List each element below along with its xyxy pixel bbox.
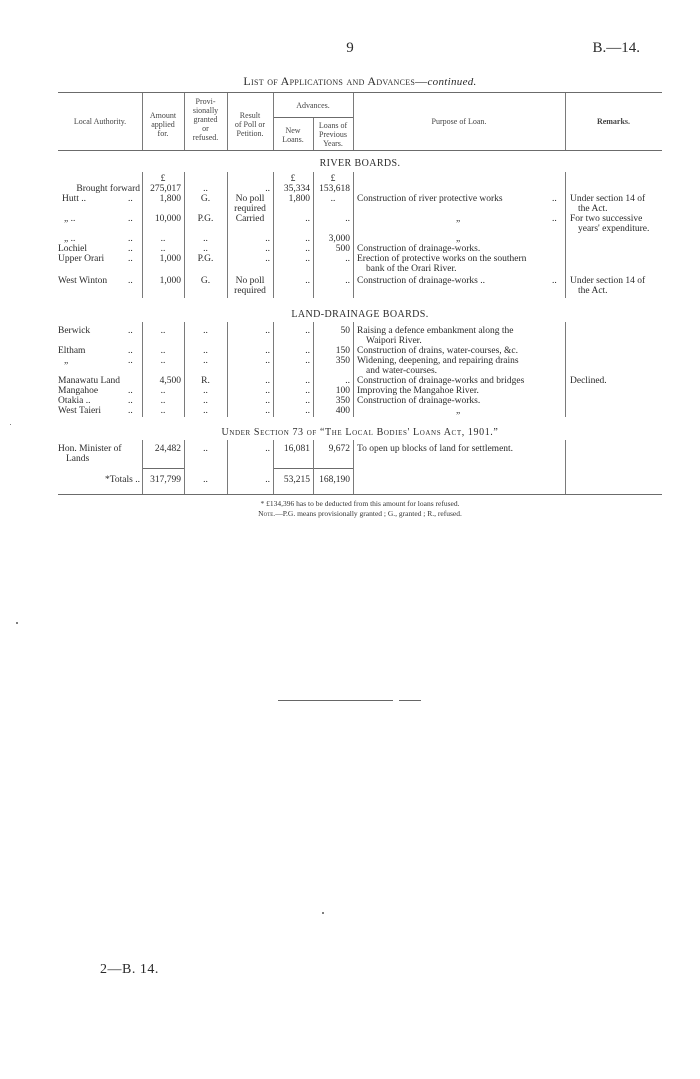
speck — [16, 622, 18, 624]
paper-reference: B.—14. — [592, 40, 640, 56]
table-title — [58, 74, 662, 89]
col-provisional: Provi- sionally granted or refused. — [192, 97, 219, 142]
note-text: —P.G. means provisionally granted ; G., granted ; R., refused. — [275, 509, 462, 518]
currency-new: £ — [290, 174, 296, 184]
col-advances: Advances. — [296, 101, 330, 110]
col-result: Result of Poll or Petition. — [234, 111, 266, 138]
title-continued: continued. — [427, 76, 477, 88]
title-main: List of Applications and Advances— — [243, 74, 428, 88]
section-land-drainage-boards: LAND-DRAINAGE BOARDS. — [291, 309, 429, 320]
col-previous-loans: Loans of Previous Years. — [318, 121, 348, 148]
totals-rule-amount — [142, 468, 184, 469]
col-local-authority: Local Authority. — [73, 117, 127, 126]
decorative-rule — [278, 700, 393, 701]
speck — [322, 912, 324, 914]
table-top-rule — [58, 92, 662, 93]
table-bottom-rule — [58, 494, 662, 495]
col-remarks: Remarks. — [596, 117, 631, 126]
footnote-star: * £134,396 has to be deducted from this amount for loans refused. — [260, 499, 460, 508]
footer-signature: 2—B. 14. — [100, 962, 159, 977]
col-amount: Amount applied for. — [149, 111, 177, 138]
currency-amount: £ — [160, 174, 166, 184]
col-purpose: Purpose of Loan. — [431, 117, 487, 126]
page-number: 9 — [346, 40, 354, 56]
col-new-loans: New Loans. — [282, 126, 304, 144]
section-under-section-73: Under Section 73 of “The Local Bodies' Loans Act, 1901.” — [221, 427, 499, 438]
note-label: Note. — [258, 509, 276, 518]
speck — [10, 424, 11, 425]
footnote-note — [58, 509, 662, 519]
section-river-boards: RIVER BOARDS. — [319, 158, 401, 169]
decorative-rule-tail — [399, 700, 421, 701]
currency-prev: £ — [330, 174, 336, 184]
header-bottom-rule — [58, 150, 662, 151]
